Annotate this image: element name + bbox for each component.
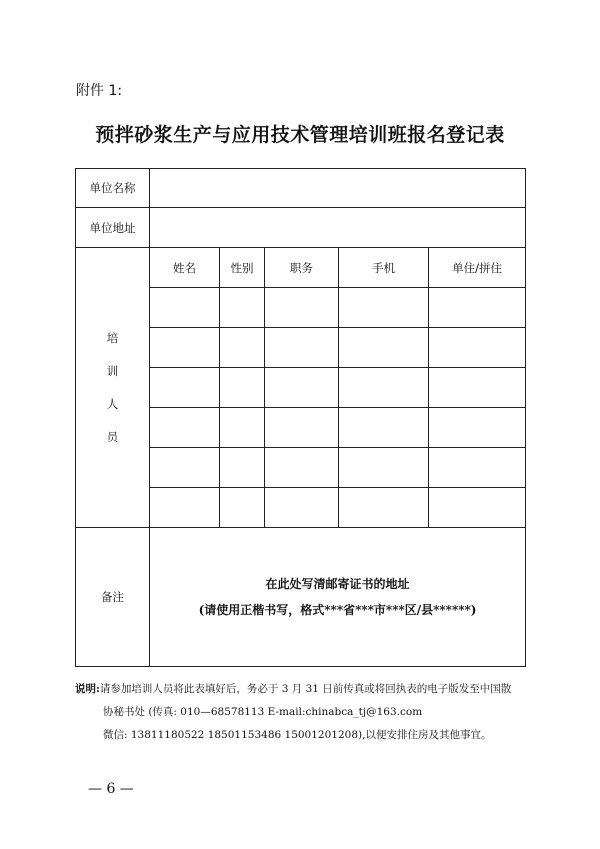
footnote-line3: 微信: 13811180522 18501153486 15001201208),以便安排住房及其他事宜。	[103, 729, 492, 741]
section-char: 培	[106, 331, 119, 345]
footnote-label: 说明:	[75, 683, 100, 695]
remarks-instruction: 在此处写清邮寄证书的地址	[265, 577, 410, 591]
gender-cell[interactable]	[220, 328, 265, 368]
column-header-mobile: 手机	[339, 248, 429, 288]
room-cell[interactable]	[429, 408, 526, 448]
section-char: 训	[106, 364, 119, 378]
room-cell[interactable]	[429, 288, 526, 328]
footnote-line2: 协秘书处 (传真: 010—68578113 E-mail:chinabca_tj@163.com	[103, 706, 423, 718]
attachment-label: 附件 1:	[76, 83, 123, 99]
remarks-format: (请使用正楷书写，格式***省***市***区/县******)	[198, 603, 477, 617]
unit-address-field[interactable]	[150, 208, 526, 248]
gender-cell[interactable]	[220, 488, 265, 528]
gender-cell[interactable]	[220, 288, 265, 328]
section-char: 人	[106, 397, 119, 411]
form-title: 预拌砂浆生产与应用技术管理培训班报名登记表	[95, 124, 505, 146]
gender-cell[interactable]	[220, 408, 265, 448]
room-cell[interactable]	[429, 488, 526, 528]
remarks-label: 备注	[76, 528, 150, 667]
unit-name-field[interactable]	[150, 169, 526, 208]
unit-address-label: 单位地址	[76, 208, 150, 248]
unit-name-label: 单位名称	[76, 169, 150, 208]
position-cell[interactable]	[265, 488, 339, 528]
position-cell[interactable]	[265, 288, 339, 328]
name-cell[interactable]	[150, 288, 220, 328]
name-cell[interactable]	[150, 368, 220, 408]
position-cell[interactable]	[265, 408, 339, 448]
room-cell[interactable]	[429, 448, 526, 488]
position-cell[interactable]	[265, 368, 339, 408]
footnote-line1: 请参加培训人员将此表填好后，务必于 3 月 31 日前传真或将回执表的电子版发至中国散	[99, 683, 512, 695]
column-header-gender: 性别	[220, 248, 265, 288]
section-char: 员	[106, 430, 119, 444]
room-cell[interactable]	[429, 368, 526, 408]
mobile-cell[interactable]	[339, 288, 429, 328]
page-number: — 6 —	[88, 781, 134, 797]
name-cell[interactable]	[150, 448, 220, 488]
footnote	[75, 678, 545, 747]
mobile-cell[interactable]	[339, 368, 429, 408]
mobile-cell[interactable]	[339, 448, 429, 488]
mobile-cell[interactable]	[339, 328, 429, 368]
name-cell[interactable]	[150, 328, 220, 368]
gender-cell[interactable]	[220, 368, 265, 408]
position-cell[interactable]	[265, 448, 339, 488]
position-cell[interactable]	[265, 328, 339, 368]
trainees-section-label	[76, 248, 150, 528]
room-cell[interactable]	[429, 328, 526, 368]
name-cell[interactable]	[150, 488, 220, 528]
column-header-name: 姓名	[150, 248, 220, 288]
mobile-cell[interactable]	[339, 408, 429, 448]
column-header-room: 单住/拼住	[429, 248, 526, 288]
remarks-field[interactable]	[150, 528, 526, 667]
name-cell[interactable]	[150, 408, 220, 448]
gender-cell[interactable]	[220, 448, 265, 488]
registration-table	[75, 168, 526, 667]
mobile-cell[interactable]	[339, 488, 429, 528]
column-header-position: 职务	[265, 248, 339, 288]
